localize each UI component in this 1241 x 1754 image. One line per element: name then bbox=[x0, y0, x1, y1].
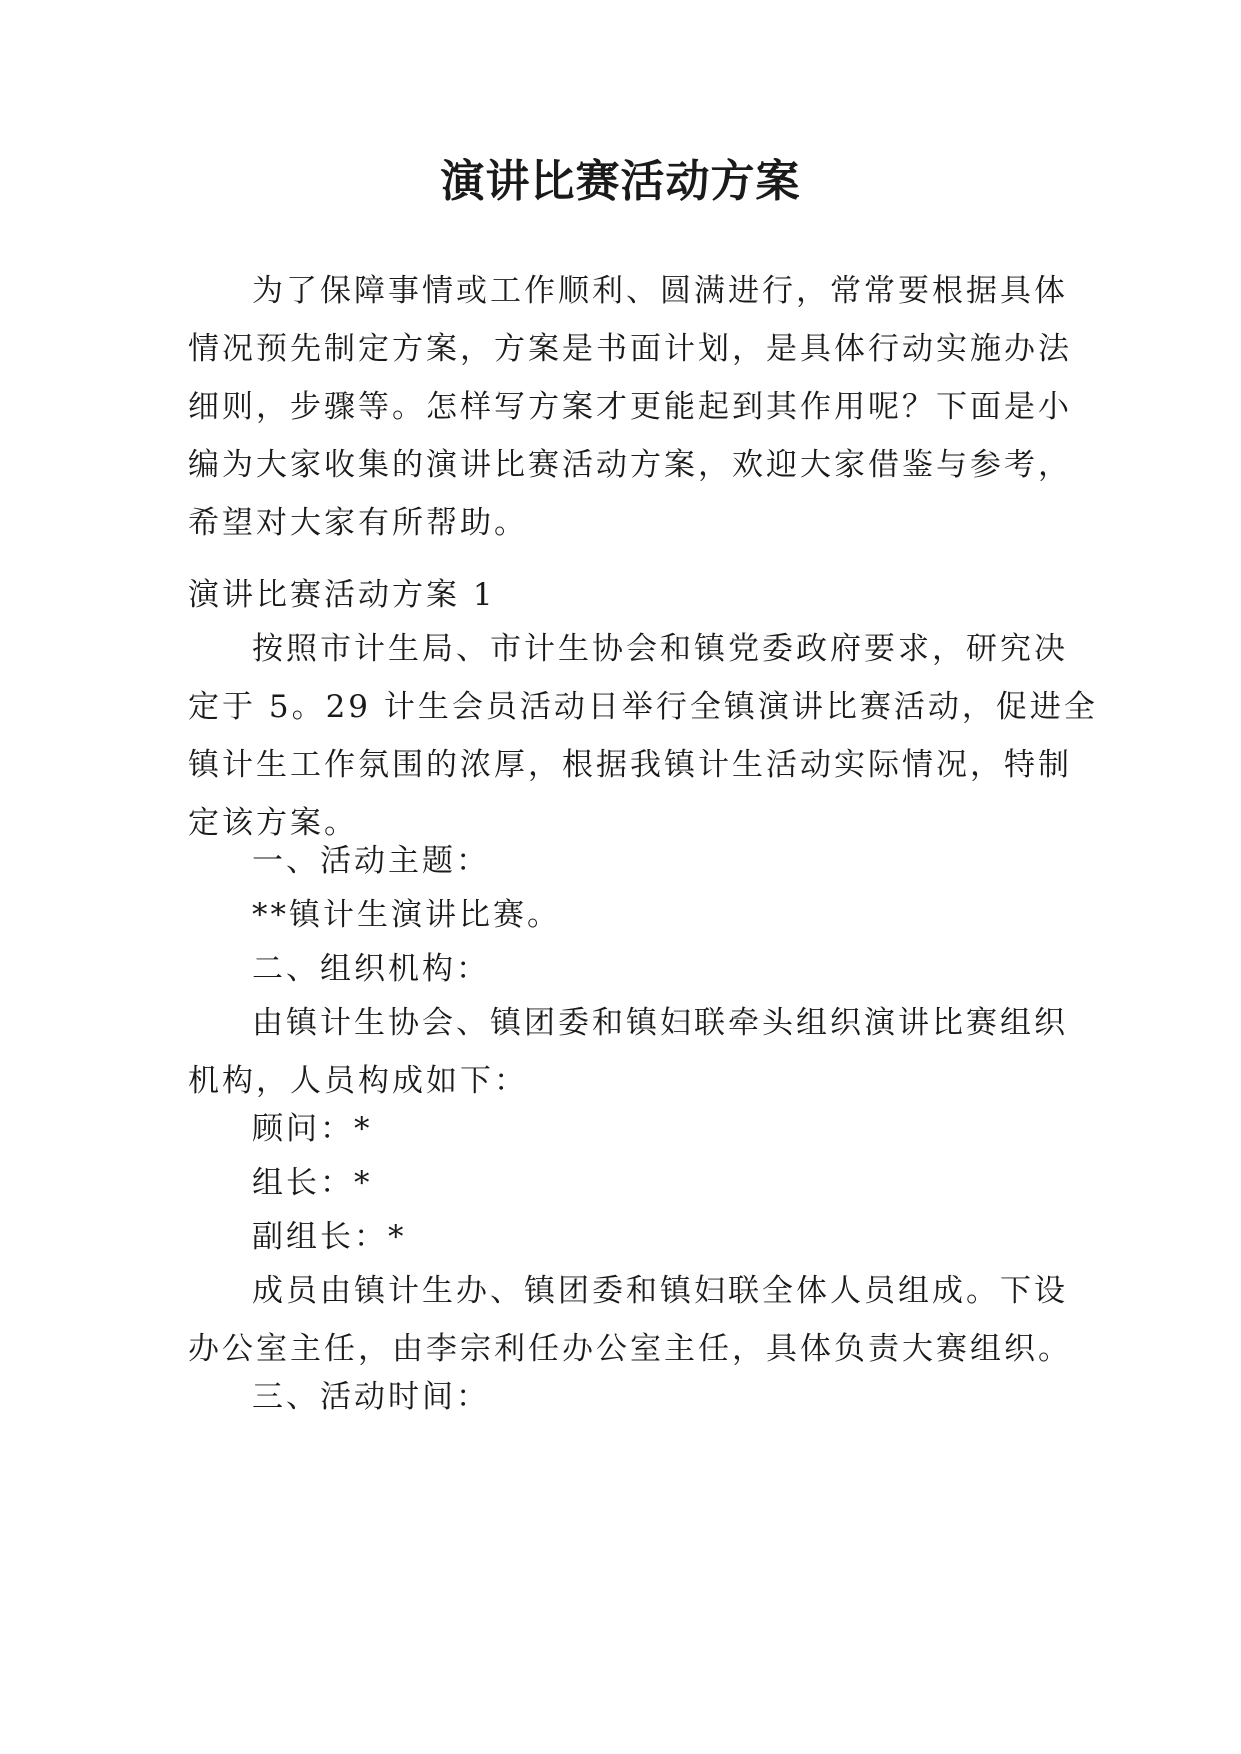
paragraph-line: 成员由镇计生办、镇团委和镇妇联全体人员组成。下设 bbox=[252, 1273, 1068, 1309]
paragraph-line: 机构，人员构成如下： bbox=[188, 1063, 528, 1099]
intro-line: 情况预先制定方案，方案是书面计划，是具体行动实施办法 bbox=[188, 331, 1072, 367]
item2-heading: 二、组织机构： bbox=[252, 951, 490, 987]
document-title: 演讲比赛活动方案 bbox=[440, 156, 801, 207]
paragraph-line: 由镇计生协会、镇团委和镇妇联牵头组织演讲比赛组织 bbox=[252, 1005, 1068, 1041]
intro-paragraph bbox=[188, 262, 1072, 552]
paragraph-line: 按照市计生局、市计生协会和镇党委政府要求，研究决 bbox=[252, 631, 1068, 667]
section-heading: 演讲比赛活动方案 1 bbox=[188, 577, 496, 613]
paragraph-line: 定该方案。 bbox=[188, 805, 358, 841]
advisor-line: 顾问：* bbox=[252, 1111, 373, 1147]
paragraph-line: 定于 5。29 计生会员活动日举行全镇演讲比赛活动，促进全 bbox=[188, 689, 1098, 725]
intro-line: 为了保障事情或工作顺利、圆满进行，常常要根据具体 bbox=[252, 273, 1068, 309]
item2-paragraph bbox=[188, 994, 1068, 1110]
paragraph-1 bbox=[188, 620, 1098, 852]
deputy-leader-line: 副组长：* bbox=[252, 1219, 407, 1255]
paragraph-line: 办公室主任，由李宗利任办公室主任，具体负责大赛组织。 bbox=[188, 1331, 1072, 1367]
item3-heading: 三、活动时间： bbox=[252, 1379, 490, 1415]
members-paragraph bbox=[188, 1262, 1072, 1378]
leader-line: 组长：* bbox=[252, 1165, 373, 1201]
item1-heading: 一、活动主题： bbox=[252, 843, 490, 879]
intro-line: 编为大家收集的演讲比赛活动方案，欢迎大家借鉴与参考， bbox=[188, 447, 1072, 483]
item1-text: **镇计生演讲比赛。 bbox=[252, 897, 561, 933]
intro-line: 细则，步骤等。怎样写方案才更能起到其作用呢？下面是小 bbox=[188, 389, 1072, 425]
paragraph-line: 镇计生工作氛围的浓厚，根据我镇计生活动实际情况，特制 bbox=[188, 747, 1072, 783]
intro-line: 希望对大家有所帮助。 bbox=[188, 505, 528, 541]
